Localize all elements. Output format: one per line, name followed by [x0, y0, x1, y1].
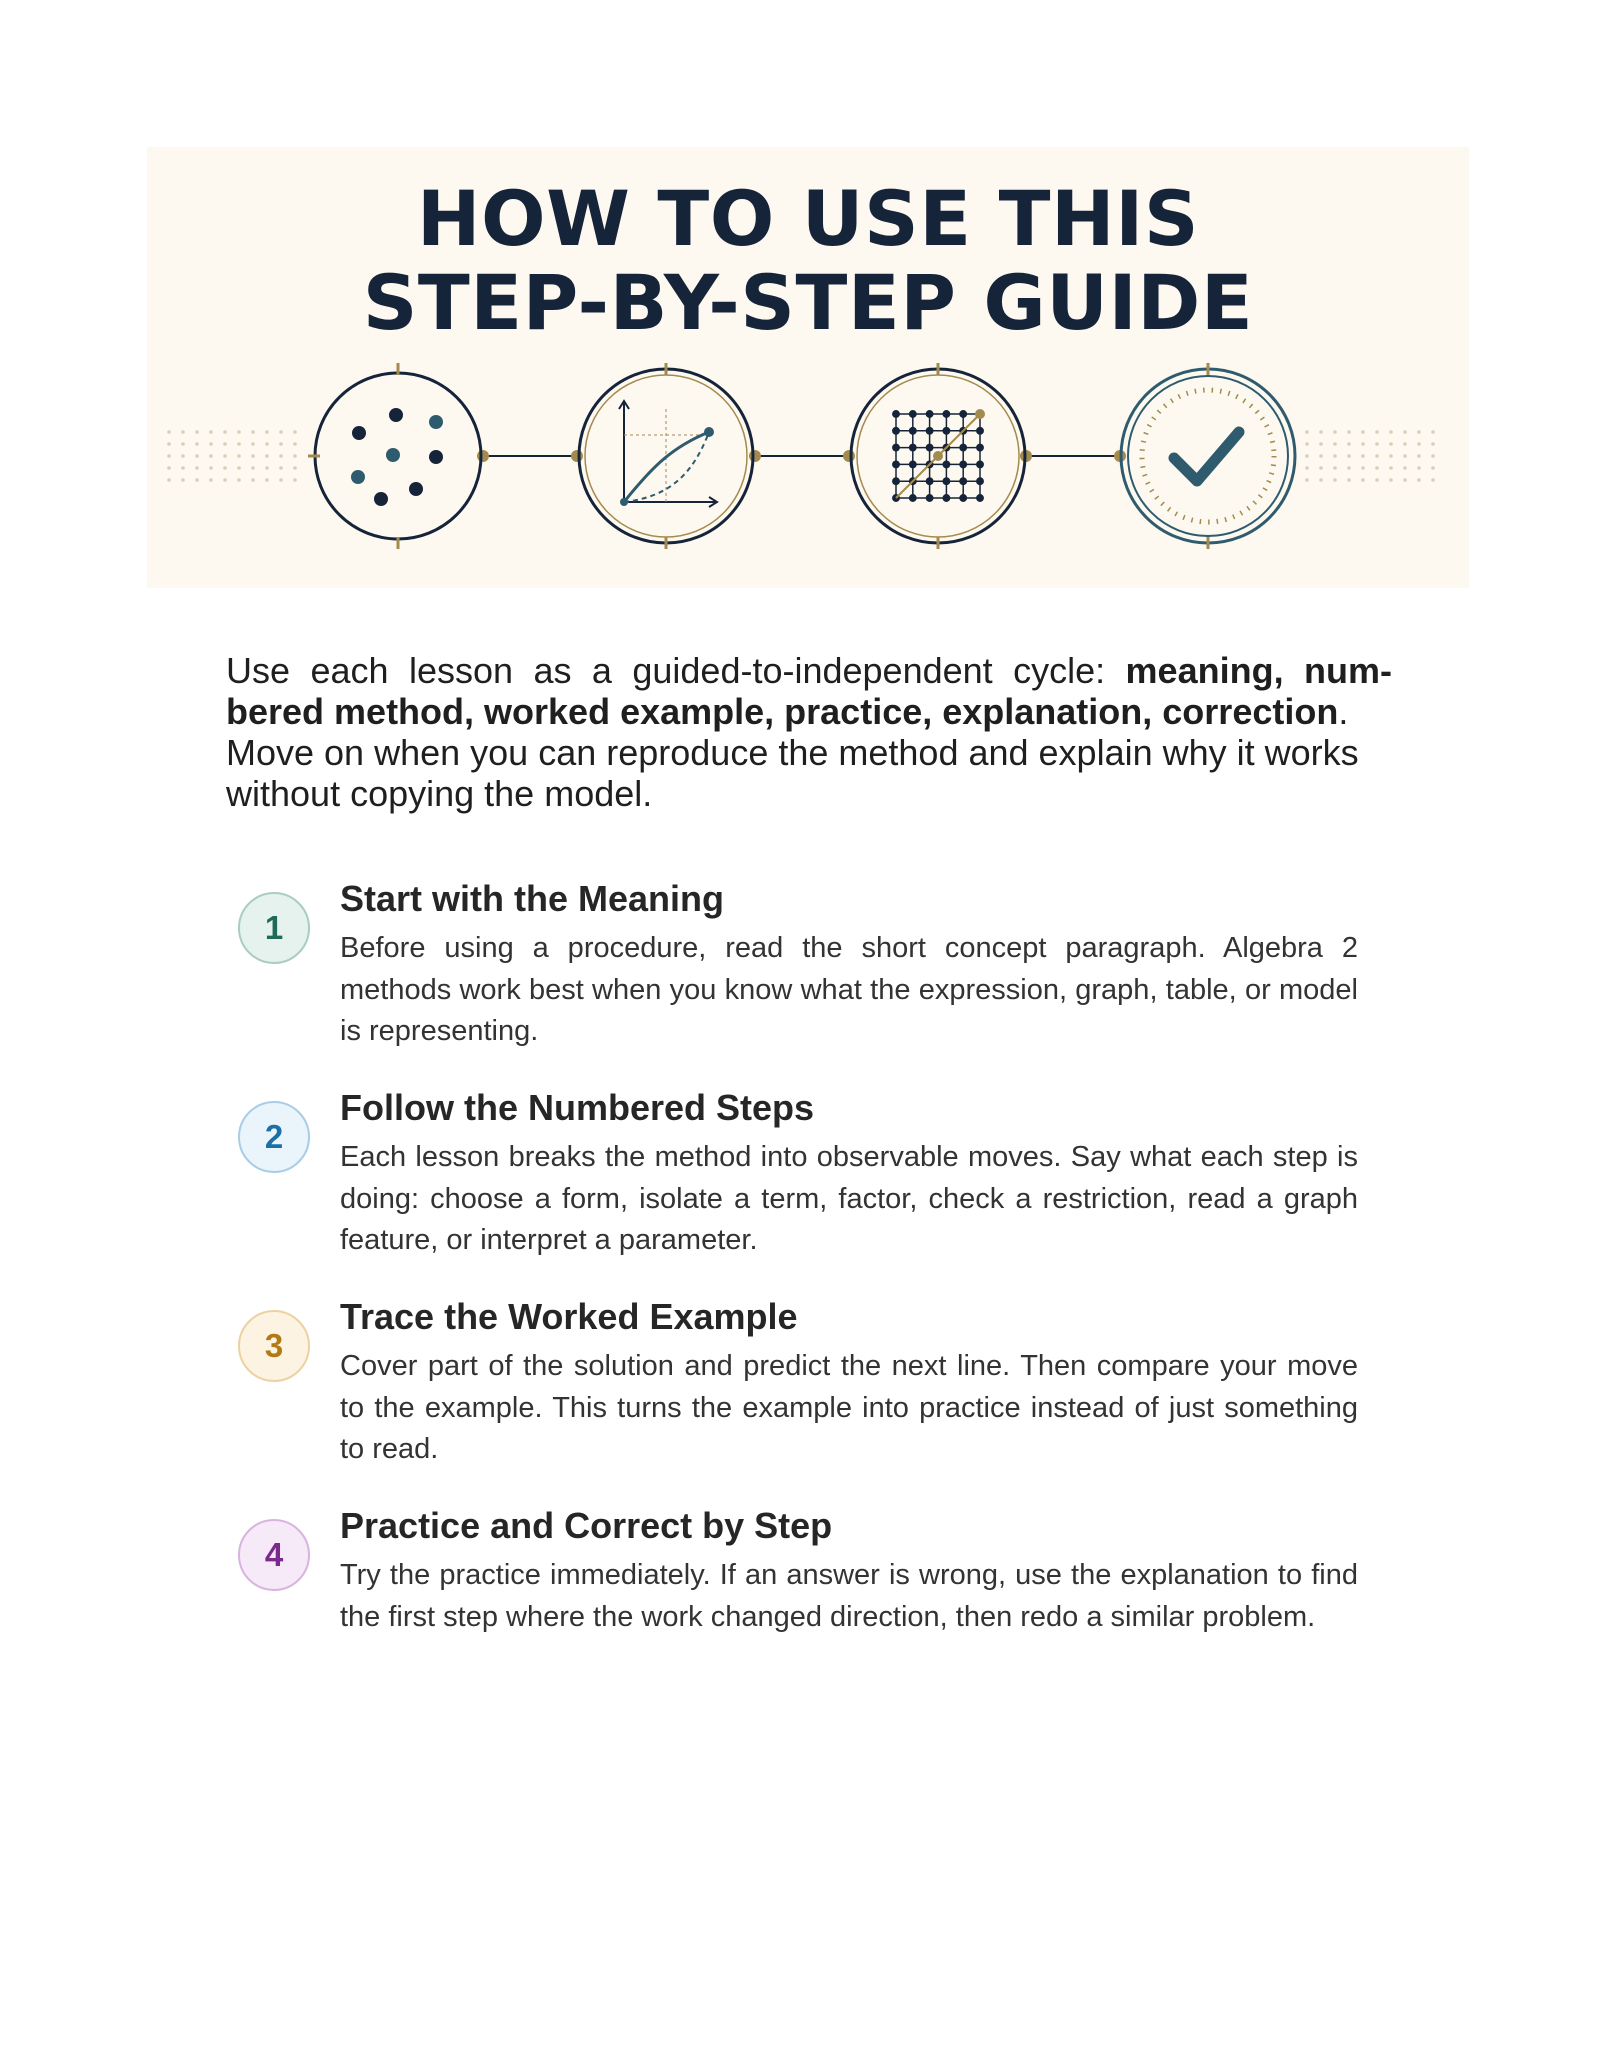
step-title: Practice and Correct by Step: [340, 1505, 833, 1546]
dotted-decoration-right: [1305, 430, 1435, 482]
intro-bold-2: bered method, worked example, practice, explanation, correction: [226, 691, 1339, 732]
step-description: Before using a procedure, read the short concept paragraph. Algebra 2 methods work best when you know what the expression, graph, table, or model is representing.: [340, 932, 1358, 1047]
page-title-line-1: HOW TO USE THIS: [416, 174, 1200, 263]
intro-line-3: Move on when you can reproduce the method and explain why it works without copying the model.: [226, 732, 1359, 814]
page-title-line-2: STEP-BY-STEP GUIDE: [362, 258, 1254, 347]
step-title: Start with the Meaning: [340, 878, 725, 919]
intro-line-1: [226, 650, 1392, 691]
intro-line-2: [226, 691, 1392, 732]
step-description: Cover part of the solution and predict the next line. Then compare your move to the example. This turns the example into practice instead of just something to read.: [340, 1350, 1358, 1465]
step-number-badge: 1: [238, 892, 310, 964]
graph-curve-icon: [579, 363, 753, 549]
intro-paragraph: [226, 650, 1392, 814]
scattered-dots-icon: [308, 363, 481, 549]
step-title: Follow the Numbered Steps: [340, 1087, 815, 1128]
step-description: Try the practice immediately. If an answer is wrong, use the explanation to find the first step where the work changed direction, then redo a similar problem.: [340, 1559, 1358, 1633]
intro-bold-1: meaning, num-: [1125, 650, 1392, 691]
step-description: Each lesson breaks the method into observable moves. Say what each step is doing: choose a form, isolate a term, factor, check a restriction, read a graph feature, or interpret a parameter.: [340, 1141, 1358, 1256]
banner-illustration: [147, 147, 1469, 588]
dotted-decoration-left: [167, 430, 297, 482]
step-number-badge: 2: [238, 1101, 310, 1173]
step-number-badge: 3: [238, 1310, 310, 1382]
checkmark-icon: [1121, 363, 1295, 549]
header-banner: [147, 147, 1469, 588]
grid-diagonal-icon: [851, 363, 1025, 549]
intro-text-2: .: [1338, 691, 1349, 732]
step-title: Trace the Worked Example: [340, 1296, 798, 1337]
step-number-badge: 4: [238, 1519, 310, 1591]
intro-text-1: Use each lesson as a guided-to-independent cycle:: [226, 650, 1126, 691]
